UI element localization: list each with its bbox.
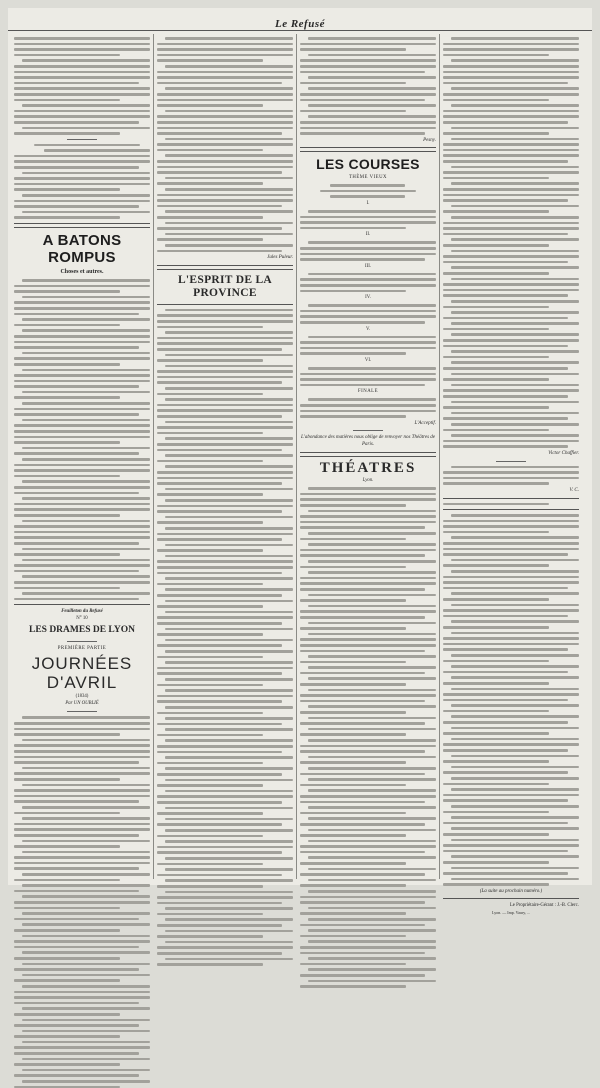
feuilleton-rule bbox=[14, 604, 150, 605]
text-block bbox=[443, 37, 579, 448]
numeral: V. bbox=[365, 326, 371, 332]
separator bbox=[353, 430, 383, 431]
section-heading: L'ESPRIT DE LA PROVINCE bbox=[177, 273, 273, 299]
text-block bbox=[14, 144, 150, 219]
notice: L'abondance des matières nous oblige de renvoyer nos Théâtres de Paris. bbox=[301, 435, 435, 447]
section-rule bbox=[300, 147, 436, 152]
section-rule bbox=[300, 452, 436, 457]
text-block bbox=[300, 398, 436, 417]
signature: Pesny. bbox=[423, 137, 436, 143]
continuation-note: (La suite au prochain numéro.) bbox=[479, 888, 543, 894]
text-block bbox=[300, 37, 436, 135]
section-rule bbox=[14, 223, 150, 228]
author: Par UN OUBLIÉ bbox=[65, 701, 99, 707]
numeral: IV. bbox=[365, 295, 371, 301]
article-text bbox=[157, 309, 293, 966]
feuilleton-label: Feuilleton du Refusé bbox=[61, 609, 103, 615]
numeral: I. bbox=[366, 201, 370, 207]
section-subheading: Choses et autres. bbox=[60, 269, 104, 275]
text-block bbox=[300, 241, 436, 260]
feuilleton-text bbox=[14, 716, 150, 1088]
column-divider bbox=[153, 34, 154, 879]
text-block bbox=[300, 304, 436, 323]
section-subheading: THÈME VIEUX bbox=[348, 175, 388, 181]
column-divider bbox=[296, 34, 297, 879]
feuilleton-text bbox=[443, 514, 579, 886]
theatres-heading: THÉATRES bbox=[319, 460, 417, 477]
text-block bbox=[14, 37, 150, 135]
column-3 bbox=[300, 34, 436, 879]
numeral: III. bbox=[365, 263, 371, 269]
newspaper-page bbox=[8, 8, 592, 916]
text-block bbox=[300, 336, 436, 355]
signature: L'Acceptif. bbox=[414, 420, 436, 426]
epigraph bbox=[300, 184, 436, 198]
imprint: Lyon. — Imp. Vaury, ... bbox=[492, 910, 530, 916]
feuilleton-number: N° 10 bbox=[76, 616, 88, 622]
signature: Jules Puleur. bbox=[267, 255, 293, 261]
numeral: VI. bbox=[364, 357, 372, 363]
feuilleton-rule bbox=[443, 509, 579, 510]
column-divider bbox=[439, 34, 440, 879]
journees-title: JOURNÉES D'AVRIL bbox=[31, 654, 133, 693]
text-block bbox=[157, 37, 293, 252]
part-label: PREMIÈRE PARTIE bbox=[57, 646, 107, 652]
column-1 bbox=[14, 34, 150, 879]
text-block bbox=[300, 367, 436, 386]
separator bbox=[496, 461, 526, 462]
theatres-city: Lyon. bbox=[362, 478, 374, 484]
column-2 bbox=[157, 34, 293, 879]
text-block bbox=[300, 273, 436, 292]
year: (1834) bbox=[75, 694, 89, 700]
separator bbox=[67, 641, 97, 642]
gerant: Le Propriétaire-Gérant : J.-B. Clerc. bbox=[509, 903, 579, 909]
numeral: II. bbox=[365, 232, 371, 238]
section-rule bbox=[157, 265, 293, 270]
separator bbox=[67, 711, 97, 712]
text-block bbox=[300, 210, 436, 229]
section-rule bbox=[157, 304, 293, 305]
footer-rule bbox=[443, 898, 579, 899]
article-text bbox=[300, 487, 436, 987]
column-4 bbox=[443, 34, 579, 916]
section-heading: A BATONS ROMPUS bbox=[42, 232, 122, 266]
masthead-title: Le Refusé bbox=[274, 18, 325, 30]
article-text bbox=[14, 279, 150, 600]
text-block bbox=[443, 503, 579, 506]
signature: Victor Chaffier. bbox=[548, 450, 579, 456]
signature: V. C. bbox=[569, 487, 579, 493]
section-heading: LES COURSES bbox=[316, 156, 420, 173]
masthead bbox=[8, 8, 592, 31]
separator bbox=[67, 139, 97, 140]
section-rule bbox=[443, 498, 579, 499]
drama-title: LES DRAMES DE LYON bbox=[28, 625, 136, 636]
finale-heading: FINALE bbox=[357, 389, 379, 395]
text-block bbox=[443, 466, 579, 485]
